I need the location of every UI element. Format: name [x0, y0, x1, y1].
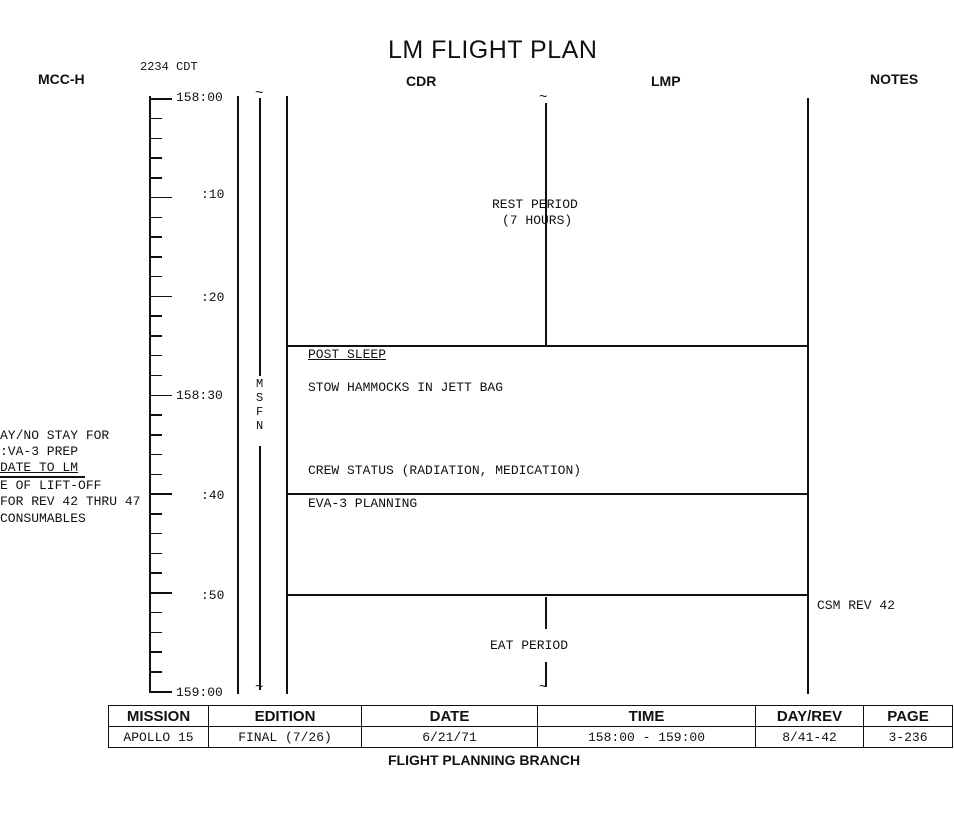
clock-time: 2234 CDT [140, 60, 198, 74]
time-label-159-00: 159:00 [176, 685, 223, 700]
time-tick-minor [150, 157, 162, 159]
mcc-header: MCC-H [38, 71, 85, 87]
lmp-header: LMP [651, 73, 681, 89]
mcc-note-line: AY/NO STAY FOR [0, 428, 110, 443]
stow-hammocks-label: STOW HAMMOCKS IN JETT BAG [308, 380, 504, 395]
crew-status-label: CREW STATUS (RADIATION, MEDICATION) [308, 463, 582, 478]
msfn-letter: M [256, 377, 264, 391]
time-tick-minor [150, 474, 162, 476]
msfn-letter: S [256, 391, 264, 405]
time-tick-minor [150, 513, 162, 515]
footer-page: 3-236 [864, 727, 953, 748]
time-tick-minor [150, 434, 162, 436]
mcc-note-underline [0, 476, 85, 478]
mcc-note-line: :VA-3 PREP [0, 444, 79, 459]
time-label-158-30: 158:30 [176, 388, 223, 403]
footer-table [108, 705, 953, 748]
time-tick-major [150, 395, 172, 397]
time-tick-minor [150, 671, 162, 673]
footer-header-dayrev: DAY/REV [756, 706, 864, 727]
break-mark-center-bottom: ~ [539, 680, 548, 696]
time-tick-minor [150, 315, 162, 317]
csm-rev-note: CSM REV 42 [817, 598, 896, 613]
time-tick-major [150, 296, 172, 298]
time-tick-minor [150, 236, 162, 238]
time-tick-major [150, 98, 172, 100]
footer-mission: APOLLO 15 [109, 727, 209, 748]
crew-left-rule [286, 96, 288, 694]
footer-dayrev: 8/41-42 [756, 727, 864, 748]
time-tick-minor [150, 256, 162, 258]
footer-header-edition: EDITION [209, 706, 362, 727]
time-tick-minor [150, 533, 162, 535]
notes-header: NOTES [870, 71, 919, 87]
time-tick-minor [150, 414, 162, 416]
footer-value-row [109, 727, 953, 748]
msfn-letter: N [256, 419, 264, 433]
msfn-letter: F [256, 405, 264, 419]
time-tick-minor [150, 355, 162, 357]
page-title: LM FLIGHT PLAN [388, 36, 598, 64]
msfn-inner-rule-bottom [259, 446, 261, 690]
footer-date: 6/21/71 [362, 727, 538, 748]
time-tick-minor [150, 612, 162, 614]
time-tick-minor [150, 375, 162, 377]
break-mark-top: ~ [255, 86, 264, 102]
time-label-50: :50 [201, 588, 225, 603]
time-label-10: :10 [201, 187, 225, 202]
time-tick-minor [150, 276, 162, 278]
time-tick-minor [150, 118, 162, 120]
footer-header-page: PAGE [864, 706, 953, 727]
footer-time: 158:00 - 159:00 [538, 727, 756, 748]
eat-period-label: EAT PERIOD [490, 638, 569, 653]
time-tick-major [150, 493, 172, 495]
msfn-left-rule [237, 96, 239, 694]
footer-header-row [109, 706, 953, 727]
footer-header-date: DATE [362, 706, 538, 727]
post-sleep-label: POST SLEEP [308, 347, 387, 362]
time-tick-minor [150, 553, 162, 555]
mcc-note-line: DATE TO LM [0, 460, 79, 475]
flight-planning-branch: FLIGHT PLANNING BRANCH [388, 752, 581, 768]
break-mark-bottom: ~ [255, 680, 264, 696]
footer-header-time: TIME [538, 706, 756, 727]
cdr-header: CDR [406, 73, 437, 89]
rest-duration-label: (7 HOURS) [502, 213, 573, 228]
eva-planning-label: EVA-3 PLANNING [308, 496, 418, 511]
cdr-lmp-divider-eat-top [545, 597, 547, 629]
mcc-note-line: E OF LIFT-OFF [0, 478, 102, 493]
time-tick-major [150, 691, 172, 693]
time-label-40: :40 [201, 488, 225, 503]
time-tick-minor [150, 632, 162, 634]
footer-header-mission: MISSION [109, 706, 209, 727]
msfn-inner-rule-top [259, 98, 261, 376]
time-tick-minor [150, 454, 162, 456]
crew-right-rule [807, 98, 809, 694]
break-mark-center-top: ~ [539, 90, 548, 106]
eat-period-divider [287, 594, 808, 596]
mcc-note-line: FOR REV 42 THRU 47 [0, 494, 141, 509]
time-tick-minor [150, 138, 162, 140]
msfn-label [256, 377, 263, 433]
time-tick-minor [150, 177, 162, 179]
time-tick-minor [150, 572, 162, 574]
time-tick-major [150, 592, 172, 594]
eva-planning-divider [287, 493, 808, 495]
time-tick-minor [150, 651, 162, 653]
time-tick-major [150, 197, 172, 199]
time-label-158-00: 158:00 [176, 90, 223, 105]
rest-period-label: REST PERIOD [492, 197, 578, 212]
time-label-20: :20 [201, 290, 225, 305]
footer-edition: FINAL (7/26) [209, 727, 362, 748]
time-tick-minor [150, 335, 162, 337]
time-tick-minor [150, 217, 162, 219]
mcc-note-line: CONSUMABLES [0, 511, 86, 526]
